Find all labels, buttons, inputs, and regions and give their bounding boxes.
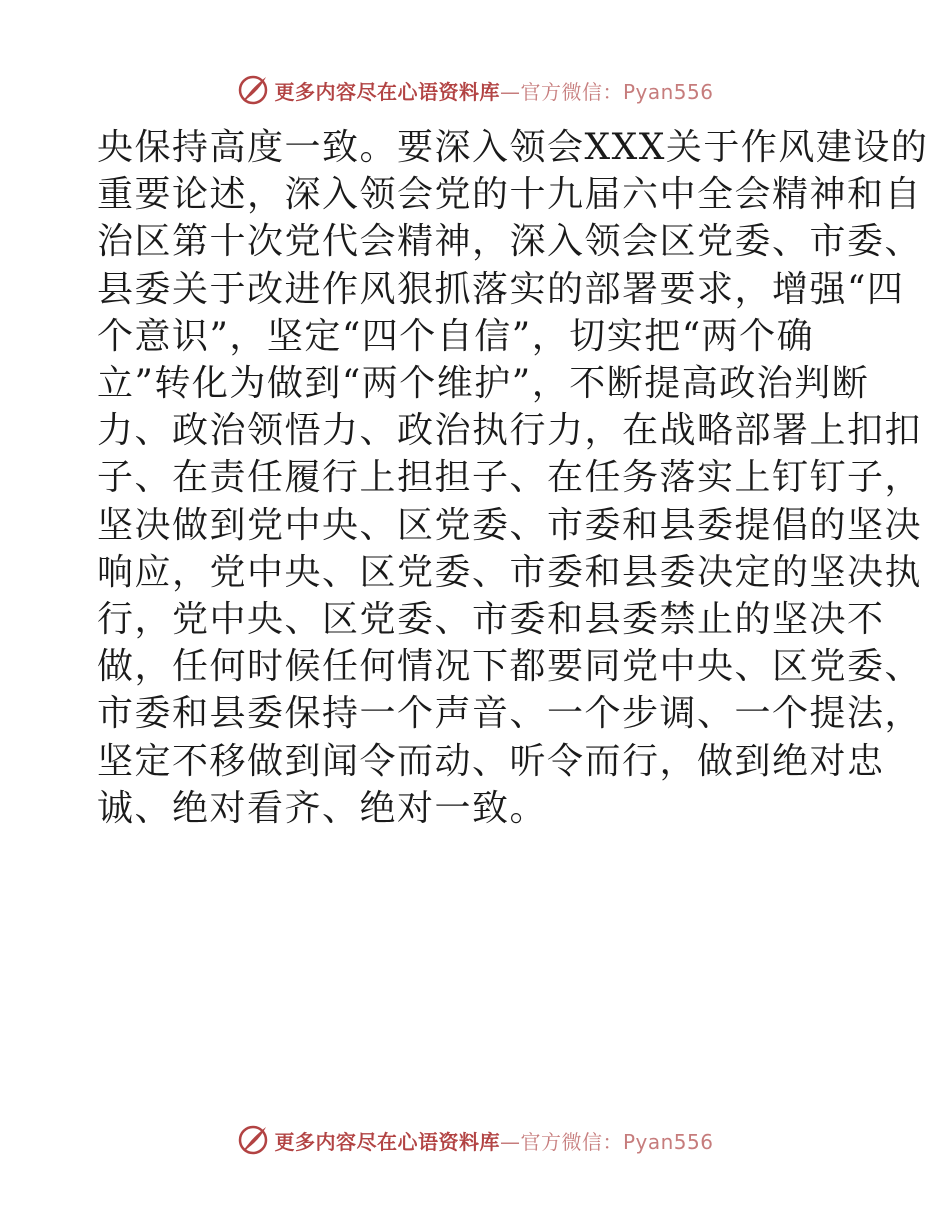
body-line: 诚、绝对看齐、绝对一致。: [97, 787, 548, 829]
body-line: 坚决做到党中央、区党委、市委和县委提倡的坚决: [97, 504, 923, 546]
footer-banner: [0, 1120, 950, 1160]
quill-logo-icon: [236, 73, 270, 107]
banner-contact: —官方微信：Pyan556: [499, 79, 714, 104]
body-line: 子、在责任履行上担担子、在任务落实上钉钉子，: [97, 457, 923, 499]
document-body: [97, 124, 929, 832]
body-line: 央保持高度一致。要深入领会XXX关于作风建设的: [97, 127, 929, 168]
banner-text: [274, 76, 713, 105]
body-line: 立”转化为做到“两个维护”，不断提高政治判断: [97, 363, 870, 405]
body-line: 做，任何时候任何情况下都要同党中央、区党委、: [97, 646, 923, 688]
banner-text: [274, 1126, 713, 1155]
quill-logo-icon: [236, 1123, 270, 1157]
body-line: 治区第十次党代会精神，深入领会区党委、市委、: [97, 221, 923, 263]
body-line: 县委关于改进作风狠抓落实的部署要求，增强“四: [97, 268, 905, 310]
body-line: 坚定不移做到闻令而动、听令而行，做到绝对忠: [97, 740, 885, 782]
body-line: 力、政治领悟力、政治执行力，在战略部署上扣扣: [97, 410, 923, 452]
body-line: 重要论述，深入领会党的十九届六中全会精神和自: [97, 174, 923, 216]
banner-slogan: 更多内容尽在心语资料库: [274, 79, 500, 104]
banner-contact: —官方微信：Pyan556: [499, 1129, 714, 1154]
header-banner: [0, 70, 950, 110]
body-line: 市委和县委保持一个声音、一个步调、一个提法，: [97, 693, 923, 735]
body-line: 响应，党中央、区党委、市委和县委决定的坚决执: [97, 551, 923, 593]
body-line: 行，党中央、区党委、市委和县委禁止的坚决不: [97, 599, 885, 641]
body-line: 个意识”，坚定“四个自信”，切实把“两个确: [97, 315, 815, 357]
banner-slogan: 更多内容尽在心语资料库: [274, 1129, 500, 1154]
